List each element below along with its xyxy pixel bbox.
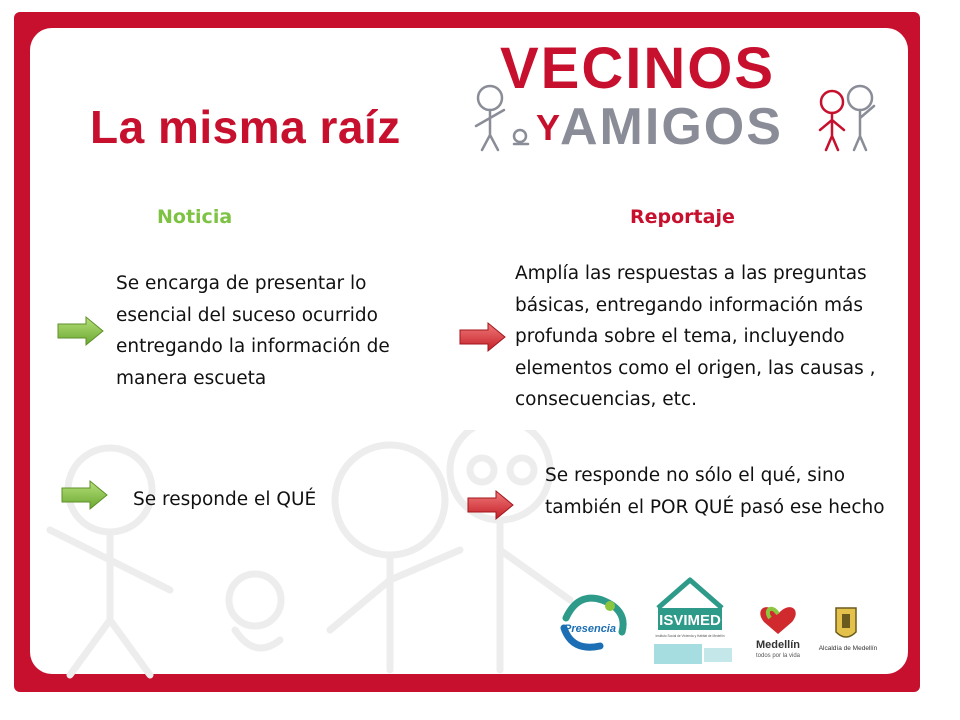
vecinos-y-amigos-logo	[462, 40, 902, 160]
noticia-description-2: Se responde el QUÉ	[133, 489, 317, 510]
noticia-heading: Noticia	[157, 206, 233, 228]
medellin-sublabel: todos por la vida	[755, 653, 801, 659]
red-arrow-icon	[466, 488, 516, 522]
logo-word-vecinos: VECINOS	[500, 40, 776, 101]
logo-word-amigos: AMIGOS	[560, 98, 783, 156]
reportaje-heading: Reportaje	[630, 206, 735, 228]
partner-logos	[550, 570, 900, 670]
reportaje-description-1: Amplía las respuestas a las preguntas básicas, entregando información más profunda sobre el tema, incluyendo elementos como el origen, las causas , consecuencias, etc.	[515, 263, 876, 410]
isvimed-logo	[654, 580, 732, 664]
background-children-illustration	[30, 430, 590, 680]
green-arrow-icon	[56, 314, 106, 348]
presencia-logo	[564, 598, 623, 647]
isvimed-label: ISVIMED	[659, 612, 721, 629]
red-arrow-icon	[458, 320, 508, 354]
logo-word-y: Y	[536, 107, 561, 148]
green-arrow-icon	[60, 478, 110, 512]
medellin-logo	[756, 607, 801, 659]
logo-kids-right-icon	[820, 91, 844, 150]
noticia-description-1: Se encarga de presentar lo esencial del suceso ocurrido entregando la información de manera escueta	[116, 273, 390, 389]
alcaldia-medellin-logo	[819, 608, 878, 652]
presencia-label: Presencia	[564, 623, 616, 635]
reportaje-description-2: Se responde no sólo el qué, sino también el POR QUÉ pasó ese hecho	[545, 465, 885, 518]
alcaldia-label: Alcaldía de Medellín	[818, 645, 878, 652]
isvimed-sublabel: Instituto Social de Vivienda y Hábitat de Medellín	[655, 634, 725, 638]
medellin-label: Medellín	[755, 639, 801, 651]
slide-title: La misma raíz	[90, 101, 401, 153]
